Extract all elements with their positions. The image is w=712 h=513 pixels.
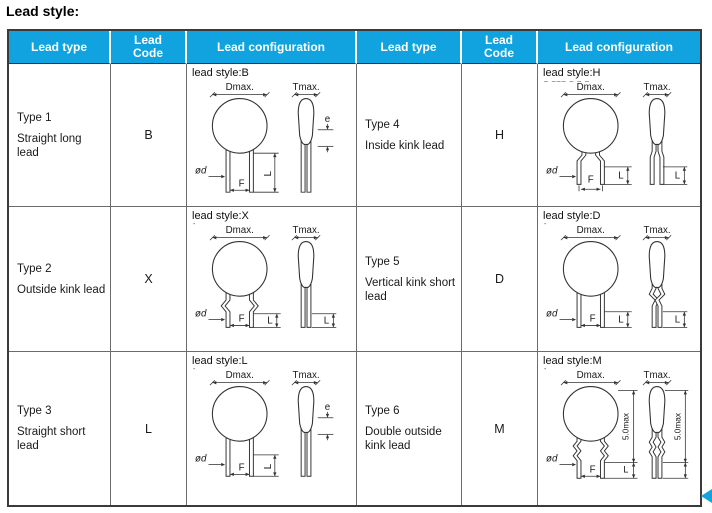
type-desc: Outside kink lead	[17, 283, 106, 296]
lead-config-cell-l	[187, 352, 357, 505]
svg-text:Tmax.: Tmax.	[292, 369, 320, 381]
svg-text:ød: ød	[546, 453, 558, 465]
svg-text:L: L	[262, 463, 274, 470]
diagram-label: lead style:M	[543, 355, 602, 367]
lead-diagram-h	[540, 81, 698, 200]
svg-text:F: F	[589, 313, 596, 325]
lead-config-cell-b	[187, 64, 357, 207]
diagram-label: lead style:D	[543, 210, 601, 222]
diagram-label: lead style:X	[192, 210, 249, 222]
col-header-lead-code-1: Lead Code	[111, 31, 187, 64]
col-header-lead-code-2: Lead Code	[462, 31, 538, 64]
svg-text:Dmax.: Dmax.	[576, 81, 605, 93]
svg-text:ød: ød	[546, 165, 558, 177]
diagram-artifact: -	[193, 221, 197, 228]
svg-text:L: L	[267, 315, 273, 327]
type-name: Type 4	[365, 118, 400, 131]
svg-text:L: L	[674, 314, 681, 326]
svg-text:Dmax.: Dmax.	[576, 224, 605, 236]
svg-text:5.0max: 5.0max	[620, 412, 631, 441]
svg-text:F: F	[238, 178, 245, 190]
svg-text:e: e	[324, 113, 331, 125]
lead-type-cell-type1	[9, 64, 111, 207]
svg-text:Tmax.: Tmax.	[292, 224, 320, 236]
svg-text:Dmax.: Dmax.	[576, 369, 605, 381]
lead-config-cell-h	[538, 64, 700, 207]
page-nav-arrow-icon[interactable]	[701, 489, 712, 503]
lead-type-cell-type2	[9, 207, 111, 352]
lead-diagram-l	[189, 369, 347, 488]
diagram-label: lead style:L	[192, 355, 248, 367]
lead-code-cell-b: B	[111, 64, 187, 207]
svg-text:F: F	[589, 464, 596, 476]
diagram-artifact: -	[544, 221, 548, 228]
svg-text:L: L	[674, 170, 681, 182]
type-desc: Straight long lead	[17, 132, 82, 159]
svg-text:e: e	[324, 401, 331, 413]
type-name: Type 3	[17, 405, 52, 417]
svg-text:ød: ød	[195, 308, 207, 320]
lead-code-cell-x: X	[111, 207, 187, 352]
svg-text:ød: ød	[195, 165, 207, 177]
type-desc: Straight short lead	[17, 426, 86, 452]
svg-text:Dmax.: Dmax.	[225, 224, 254, 236]
svg-text:L: L	[323, 315, 330, 327]
svg-text:Tmax.: Tmax.	[643, 369, 671, 381]
lead-code-cell-d: D	[462, 207, 538, 352]
col-header-lead-configuration-1: Lead configuration	[187, 31, 357, 64]
svg-text:Tmax.: Tmax.	[292, 81, 320, 93]
type-desc: Vertical kink short lead	[365, 276, 456, 303]
svg-text:F: F	[587, 174, 594, 186]
svg-text:L: L	[618, 314, 624, 326]
svg-text:Tmax.: Tmax.	[643, 224, 671, 236]
diagram-label: lead style:H	[543, 67, 601, 79]
lead-diagram-d	[540, 224, 698, 343]
page-title: Lead style:	[6, 3, 80, 19]
col-header-lead-type-2: Lead type	[357, 31, 462, 64]
type-desc: Double outside kink lead	[365, 426, 442, 452]
svg-text:Dmax.: Dmax.	[225, 81, 254, 93]
diagram-artifact: – ––– – – –	[544, 78, 591, 85]
lead-config-cell-m	[538, 352, 700, 505]
lead-type-cell-type3	[9, 352, 111, 505]
svg-text:ød: ød	[546, 308, 558, 320]
type-name: Type 6	[365, 405, 400, 417]
svg-text:L: L	[262, 170, 274, 177]
lead-diagram-x	[189, 224, 347, 343]
lead-code-cell-l: L	[111, 352, 187, 505]
svg-text:Tmax.: Tmax.	[643, 81, 671, 93]
type-name: Type 2	[17, 262, 52, 275]
lead-code-cell-m: M	[462, 352, 538, 505]
diagram-artifact: -	[193, 366, 197, 373]
lead-code-cell-h: H	[462, 64, 538, 207]
diagram-label: lead style:B	[192, 67, 249, 79]
lead-config-cell-x	[187, 207, 357, 352]
col-header-lead-type-1: Lead type	[9, 31, 111, 64]
svg-text:ød: ød	[195, 453, 207, 465]
svg-text:5.0max: 5.0max	[672, 412, 683, 441]
lead-style-table	[7, 29, 702, 507]
svg-text:F: F	[238, 313, 245, 325]
svg-text:L: L	[618, 170, 624, 182]
type-name: Type 1	[17, 111, 52, 124]
lead-config-cell-d	[538, 207, 700, 352]
lead-diagram-m	[540, 369, 698, 488]
lead-type-cell-type6	[357, 352, 462, 505]
col-header-lead-configuration-2: Lead configuration	[538, 31, 700, 64]
type-name: Type 5	[365, 255, 400, 268]
lead-type-cell-type4	[357, 64, 462, 207]
svg-text:L: L	[623, 464, 629, 475]
lead-type-cell-type5	[357, 207, 462, 352]
lead-diagram-b	[189, 81, 347, 200]
svg-text:Dmax.: Dmax.	[225, 369, 254, 381]
type-desc: Inside kink lead	[365, 139, 445, 152]
svg-text:F: F	[238, 462, 245, 474]
diagram-artifact: -	[544, 366, 548, 373]
